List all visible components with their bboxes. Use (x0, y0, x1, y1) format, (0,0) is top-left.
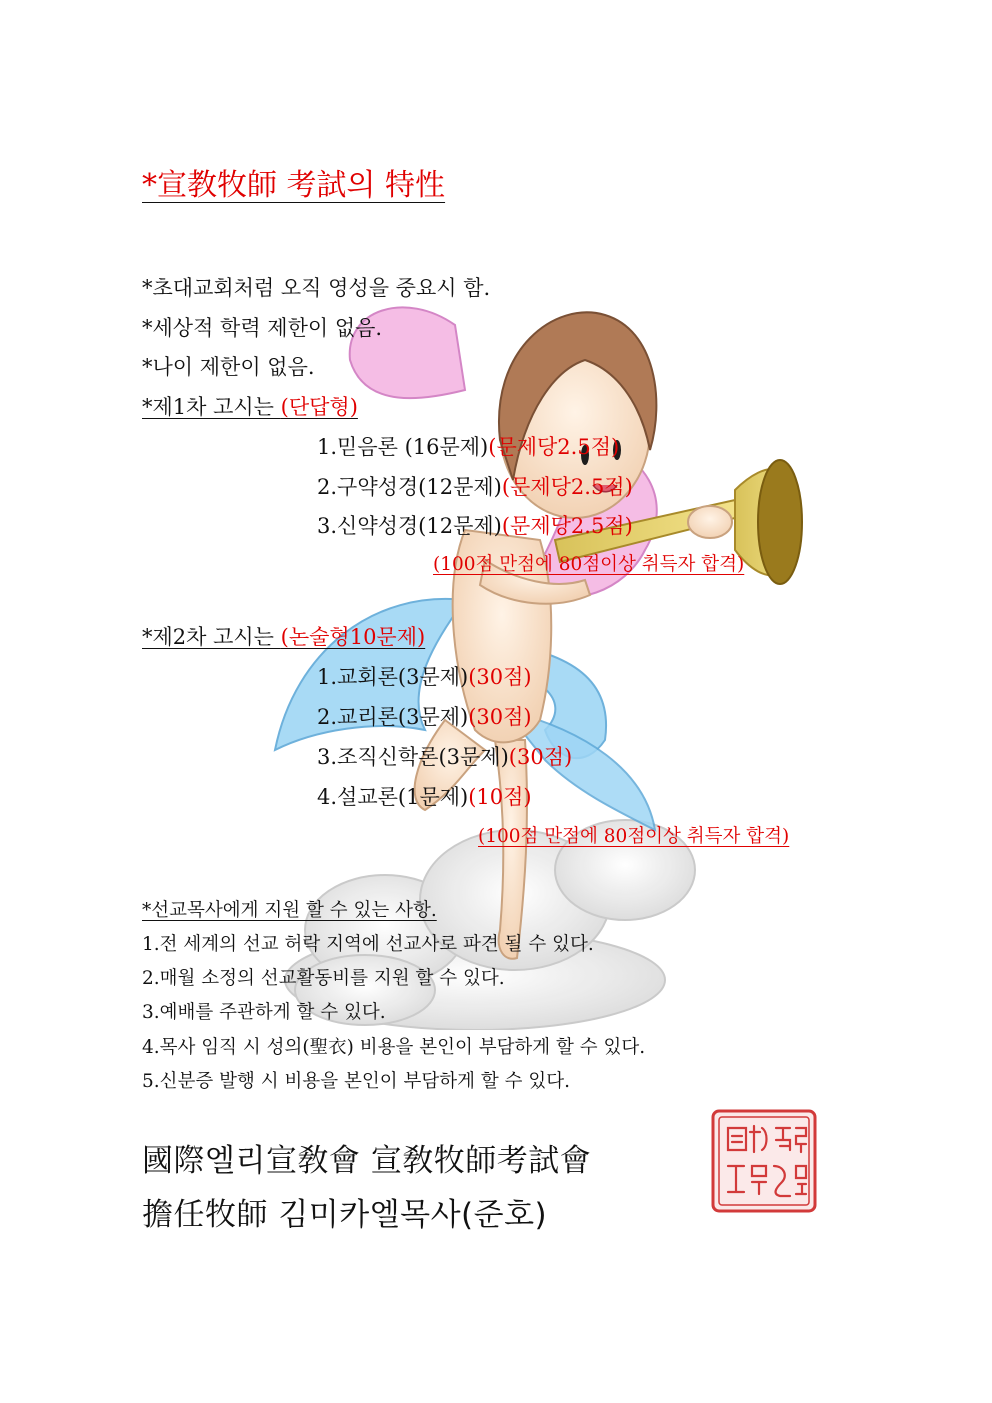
feature-line-2: *세상적 학력 제한이 없음. (142, 316, 383, 340)
exam2-subject-3 (317, 741, 572, 771)
subject-points: (10점) (468, 785, 532, 809)
subject-name: 2.교리론(3문제) (317, 705, 469, 729)
exam1-pass-note: (100점 만점에 80점이상 취득자 합격) (433, 554, 745, 575)
subject-name: 3.신약성경(12문제) (317, 514, 502, 538)
support-item-2: 2.매월 소정의 선교활동비를 지원 할 수 있다. (142, 968, 505, 989)
feature-line-1: *초대교회처럼 오직 영성을 중요시 함. (142, 276, 491, 300)
exam2-type: (논술형10문제) (280, 625, 426, 649)
exam1-heading (142, 391, 358, 421)
support-heading: *선교목사에게 지원 할 수 있는 사항. (142, 900, 437, 921)
support-item-3: 3.예배를 주관하게 할 수 있다. (142, 1002, 386, 1023)
subject-name: 3.조직신학론(3문제) (317, 745, 509, 769)
subject-name: 1.믿음론 (16문제) (317, 435, 489, 459)
exam1-subject-2 (317, 471, 633, 501)
subject-name: 1.교회론(3문제) (317, 665, 469, 689)
exam2-subject-2 (317, 701, 532, 731)
feature-line-3: *나이 제한이 없음. (142, 355, 315, 379)
exam2-label: *제2차 고시는 (142, 625, 281, 649)
subject-points: (문제당2.5점) (501, 475, 633, 499)
exam2-heading (142, 621, 425, 651)
support-item-5: 5.신분증 발행 시 비용을 본인이 부담하게 할 수 있다. (142, 1071, 570, 1092)
footer-organization: 國際엘리宣敎會 宣敎牧師考試會 (142, 1143, 592, 1179)
exam2-pass-note: (100점 만점에 80점이상 취득자 합격) (478, 826, 790, 847)
subject-name: 4.설교론(1문제) (317, 785, 469, 809)
subject-points: (30점) (508, 745, 573, 769)
exam1-type: (단답형) (280, 395, 358, 419)
subject-points: (30점) (468, 705, 532, 729)
exam2-subject-4 (317, 781, 532, 811)
exam1-subject-3 (317, 510, 633, 540)
exam1-subject-1 (317, 431, 619, 461)
exam2-subject-1 (317, 661, 532, 691)
subject-points: (문제당2.5점) (501, 514, 633, 538)
subject-name: 2.구약성경(12문제) (317, 475, 502, 499)
footer-pastor: 擔任牧師 김미카엘목사(준호) (142, 1197, 548, 1233)
subject-points: (30점) (468, 665, 532, 689)
support-item-1: 1.전 세계의 선교 허락 지역에 선교사로 파견 될 수 있다. (142, 934, 594, 955)
subject-points: (문제당2.5점) (488, 435, 620, 459)
exam1-label: *제1차 고시는 (142, 395, 281, 419)
page-title: *宣教牧師 考試의 特性 (142, 168, 446, 203)
support-item-4: 4.목사 임직 시 성의(聖衣) 비용을 본인이 부담하게 할 수 있다. (142, 1037, 646, 1058)
official-seal-stamp (710, 1108, 818, 1214)
